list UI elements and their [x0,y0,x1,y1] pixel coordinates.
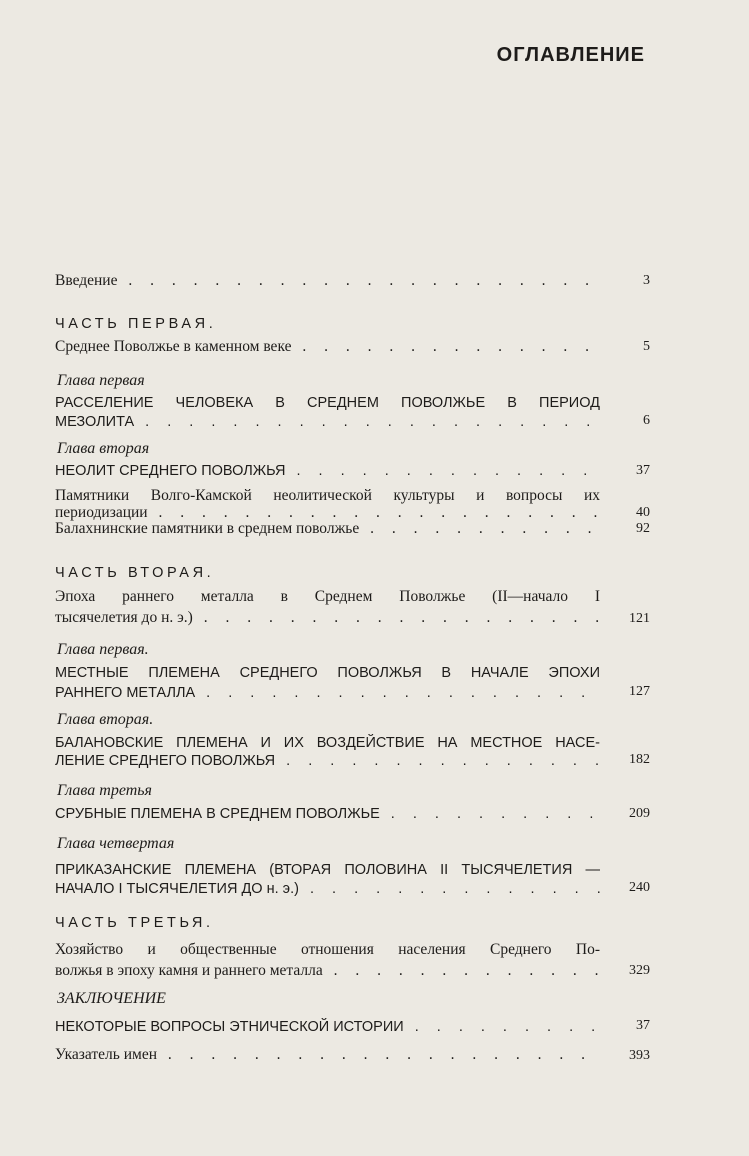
page-number-1-1: 6 [643,413,650,428]
page-number-1-2b: 92 [636,521,650,536]
toc-entry-1-2a-line1: Памятники Волго-Камской неолитической культуры и вопросы их [55,487,600,504]
toc-entry-2-4-line1: ПРИКАЗАНСКИЕ ПЛЕМЕНА (ВТОРАЯ ПОЛОВИНА II ТЫСЯЧЕЛЕТИЯ — [55,862,600,878]
page-number-part3: 329 [629,963,650,978]
page-number-2-2: 182 [629,752,650,767]
toc-entry-2-4-line2: НАЧАЛО I ТЫСЯЧЕЛЕТИЯ ДО н. э.) . . . [55,880,600,898]
toc-entry-1-2: НЕОЛИТ СРЕДНЕГО ПОВОЛЖЬЯ . . . [55,462,600,480]
chapter-label-1-1: Глава первая [57,372,145,389]
page-number-2-1: 127 [629,684,650,699]
toc-entry-index: Указатель имен . . . [55,1046,600,1064]
part-heading-2: ЧАСТЬ ВТОРАЯ. [55,565,215,581]
page-number-part1: 5 [643,339,650,354]
toc-entry-2-2-line2: ЛЕНИЕ СРЕДНЕГО ПОВОЛЖЬЯ . . . [55,752,600,770]
toc-entry-1-1-line2: МЕЗОЛИТА . . . [55,413,600,431]
toc-entry-part3-line2: волжья в эпоху камня и раннего металла . . . [55,962,600,980]
chapter-label-2-4: Глава четвертая [57,835,175,852]
toc-entry-2-1-line1: МЕСТНЫЕ ПЛЕМЕНА СРЕДНЕГО ПОВОЛЖЬЯ В НАЧАЛЕ ЭПОХИ [55,665,600,681]
page-number-1-2: 37 [636,463,650,478]
toc-entry-part3-line1: Хозяйство и общественные отношения населения Среднего По- [55,941,600,958]
toc-entry-1-1-line1: РАССЕЛЕНИЕ ЧЕЛОВЕКА В СРЕДНЕМ ПОВОЛЖЬЕ В ПЕРИОД [55,395,600,411]
page-number-conclusion: 37 [636,1018,650,1033]
chapter-label-2-3: Глава третья [57,782,152,799]
chapter-label-1-2: Глава вторая [57,440,150,457]
toc-entry-part2-line1: Эпоха раннего металла в Среднем Поволжье (II—начало I [55,588,600,605]
part-heading-3: ЧАСТЬ ТРЕТЬЯ. [55,915,214,931]
page-number-index: 393 [629,1048,650,1063]
toc-entry-part2-line2: тысячелетия до н. э.) . . . [55,609,600,627]
toc-entry-conclusion: НЕКОТОРЫЕ ВОПРОСЫ ЭТНИЧЕСКОЙ ИСТОРИИ . . . [55,1018,600,1036]
page-number-2-4: 240 [629,880,650,895]
page-number-part2: 121 [629,611,650,626]
chapter-label-2-1: Глава первая. [57,641,149,658]
toc-entry-2-3: СРУБНЫЕ ПЛЕМЕНА В СРЕДНЕМ ПОВОЛЖЬЕ . . . [55,805,600,823]
chapter-label-2-2: Глава вторая. [57,711,154,728]
page-number-1-2a: 40 [636,505,650,520]
page-number-intro: 3 [643,273,650,288]
toc-entry-2-2-line1: БАЛАНОВСКИЕ ПЛЕМЕНА И ИХ ВОЗДЕЙСТВИЕ НА МЕСТНОЕ НАСЕ- [55,735,600,751]
toc-entry-1-2b: Балахнинские памятники в среднем поволжье . . . [55,520,600,538]
toc-entry-intro: Введение . . . [55,272,600,290]
toc-entry-part1-subtitle: Среднее Поволжье в каменном веке . . . [55,338,600,356]
toc-entry-2-1-line2: РАННЕГО МЕТАЛЛА . . . [55,684,600,702]
chapter-label-conclusion: ЗАКЛЮЧЕНИЕ [57,990,166,1007]
part-heading-1: ЧАСТЬ ПЕРВАЯ. [55,316,217,332]
page-number-2-3: 209 [629,806,650,821]
page-title: ОГЛАВЛЕНИЕ [496,44,645,66]
toc-entry-1-2a-line2: периодизации . . . [55,504,600,522]
